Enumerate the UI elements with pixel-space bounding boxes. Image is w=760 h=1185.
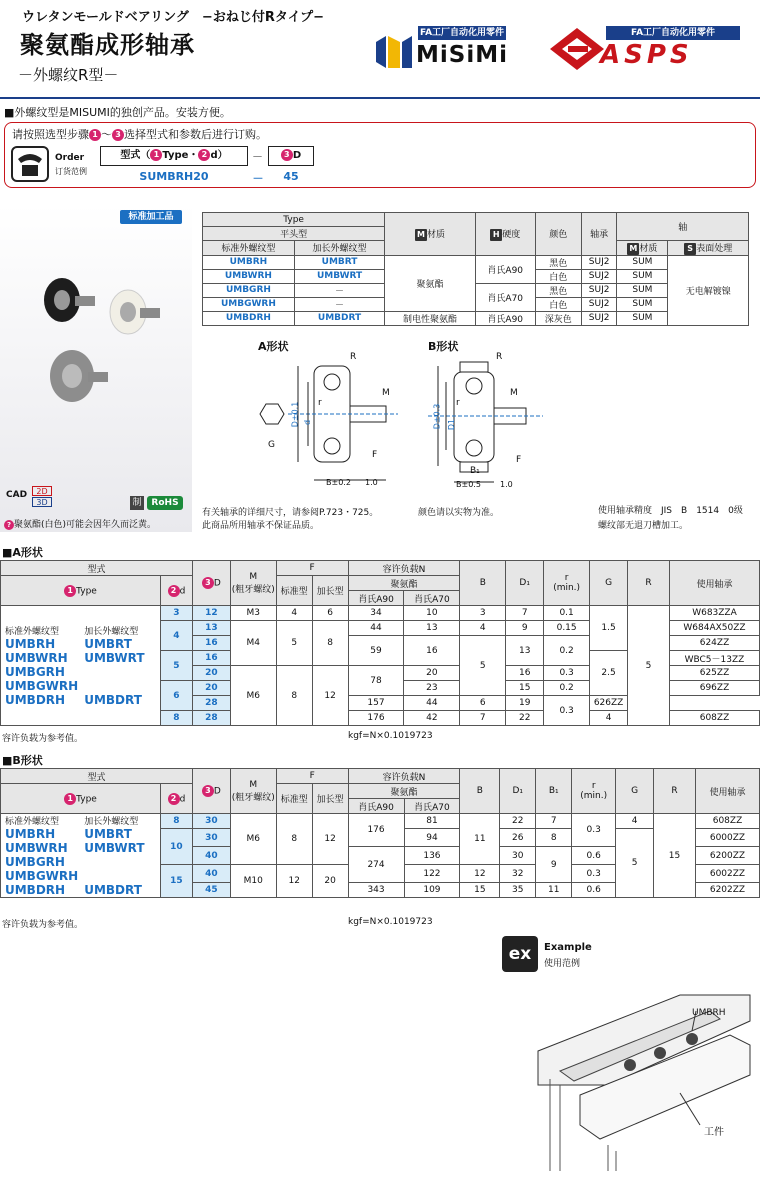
header-divider: [0, 97, 760, 99]
b-label-M: M: [510, 388, 518, 398]
a-label-B: B±0.2: [326, 478, 351, 487]
phone-icon: [10, 145, 50, 183]
page-title: 聚氨酯成形轴承: [20, 31, 195, 59]
example-d: 45: [283, 170, 299, 183]
a-label-M: M: [382, 388, 390, 398]
example-part-label: UMBRH: [692, 1008, 726, 1018]
order-instruction: 请按照选型步骤 1 ～ 3 选择型式和参数后进行订购。: [12, 128, 267, 141]
note-color: 颜色请以实物为准。: [418, 508, 500, 518]
a-label-R: R: [350, 352, 357, 362]
table-b: 型式 3 D M (粗牙螺纹) F 容许负载N B D₁ B₁ r (min.) G R 使用轴承 1 Type 2 d 标准型 加长型 聚氨酯 肖氏A90 肖氏A70 标准外螺纹型 UMBRH UMBWRH UMBGRH UMBGWRH UMBDRH 加长外螺纹型 UMBRT UMBWRT UMBDRT 8 30 M6 8 12 176 81 11 22 7 0.3 4 15 608ZZ 10 30 94 26 8 5 6000ZZ 40 274 136 30 9 0.6 6200ZZ 15 40 M10 12 20 122 12 32 0.3 6002ZZ 45 343 109 15 35 11 0.6 6202ZZ: [0, 768, 760, 898]
example-work-label: 工件: [704, 1127, 724, 1138]
a-label-r: r: [318, 398, 322, 408]
table-a-title: ■A形状: [2, 546, 43, 559]
b-label-R: R: [496, 352, 503, 362]
cad-3d: 3D: [32, 497, 52, 507]
a-label-F: F: [372, 450, 378, 460]
asps-logo-icon: [548, 26, 606, 72]
spec-table: Type M 材质 H 硬度 颜色 轴承 轴 平头型 标准外螺纹型 加长外螺纹型 M 材质 S 表面处理 UMBRH UMBRT 聚氨酯 肖氏A90 黑色 SUJ2 SUM 无电解镀镍 UMBWRH UMBWRT 白色 SUJ2 SUM UMBGRH － 肖氏A70 黑色 SUJ2 SUM UMBGWRH － 白色 SUJ2 SUM UMBDRH UMBDRT 制电性聚氨酯 肖氏A90 深灰色 SUJ2 SUM: [202, 212, 749, 326]
order-label-en: Order: [55, 153, 85, 163]
order-label-cn: 订货范例: [55, 167, 87, 176]
asps-wordmark: ASPS: [600, 40, 693, 70]
b-label-1: 1.0: [500, 480, 513, 489]
table-a-note1: 容许负载为参考值。: [2, 734, 84, 744]
d-format-box: 3 D: [268, 146, 314, 166]
a-shape-title: A形状: [258, 340, 289, 353]
cad-label: CAD: [6, 490, 28, 500]
cad-2d: 2D: [32, 486, 52, 496]
a-shape-drawing: [248, 352, 408, 492]
panel-note: ? 聚氨酯(白色)可能会因年久而泛黄。: [4, 517, 156, 530]
table-a: 型式 3 D M (粗牙螺纹) F 容许负载N B D₁ r (min.) G R 使用轴承 1 Type 2 d 标准型 加长型 聚氨酯 肖氏A90 肖氏A70 标准外螺纹型 UMBRH UMBWRH UMBGRH UMBGWRH UMBDRH 加长外螺纹型 UMBRT UMBWRT UMBDRT 3 12 M3 4 6 34 10 3 7 0.1 1.5 5 W683ZZA 4 13 M4 5 8 44 13 4 9 0.15 W684AX50ZZ 16 59 16 5 13 0.2 624ZZ 5 16 2.5 WBC5－13ZZ 20 M6 8 12 78 20 16 0.3 625ZZ 6 20 23 15 0.2 696ZZ 28 157 44 6 19 0.3 626ZZ 8 28 176 42 7 22 4 608ZZ: [0, 560, 760, 726]
asps-banner: FA工厂自动化用零件: [606, 26, 740, 40]
note-bearing-quality: 此商品所用轴承不保证品质。: [202, 521, 320, 531]
table-a-note2: kgf=N×0.1019723: [348, 731, 433, 741]
b-label-B: B±0.5: [456, 480, 481, 489]
misumi-logo-icon: [372, 28, 414, 74]
table-b-note1: 容许负载为参考值。: [2, 920, 84, 930]
rohs-badge: RoHS: [147, 496, 183, 510]
note-precision: 使用轴承精度 JIS B 1514 0级: [598, 506, 743, 516]
product-photo-icon: [20, 270, 170, 410]
page-tagline: －外螺纹R型－: [18, 66, 119, 84]
intro-note: ■外螺纹型是MISUMI的独创产品。安装方便。: [4, 106, 231, 119]
model-format-box: 型式（ 1 Type・ 2 d）: [100, 146, 248, 166]
example-icon: ex: [502, 936, 538, 972]
b-shape-title: B形状: [428, 340, 459, 353]
format-dash: －: [252, 150, 263, 163]
misumi-banner: FA工厂自动化用零件: [419, 28, 505, 38]
b-label-F: F: [516, 455, 522, 465]
a-label-d: d: [303, 419, 313, 426]
b-label-B1: B₁: [470, 466, 480, 476]
example-dash: －: [252, 172, 264, 185]
example-cn: 使用范例: [544, 959, 581, 969]
table-b-title: ■B形状: [2, 754, 43, 767]
b-label-r: r: [456, 398, 460, 408]
misumi-wordmark: MiSiMi: [416, 42, 508, 68]
made-icon: 制: [130, 496, 144, 510]
a-label-G: G: [268, 440, 275, 450]
example-en: Example: [544, 942, 592, 953]
b-label-D1: D1: [447, 418, 457, 431]
example-illustration: [520, 975, 756, 1175]
subtitle-jp: ウレタンモールドベアリング −おねじ付Rタイプ−: [22, 10, 325, 25]
note-thread: 螺纹部无退刀槽加工。: [598, 521, 689, 531]
example-model: SUMBRH20: [139, 170, 209, 183]
a-label-1: 1.0: [365, 478, 378, 487]
a-label-D: D±0.1: [290, 401, 300, 428]
table-b-note2: kgf=N×0.1019723: [348, 917, 433, 927]
b-label-D: D±0.3: [432, 403, 442, 430]
standard-label: 标准加工品: [120, 210, 182, 224]
note-bearing-detail: 有关轴承的详细尺寸，请参阅P.723・725。: [202, 508, 379, 518]
